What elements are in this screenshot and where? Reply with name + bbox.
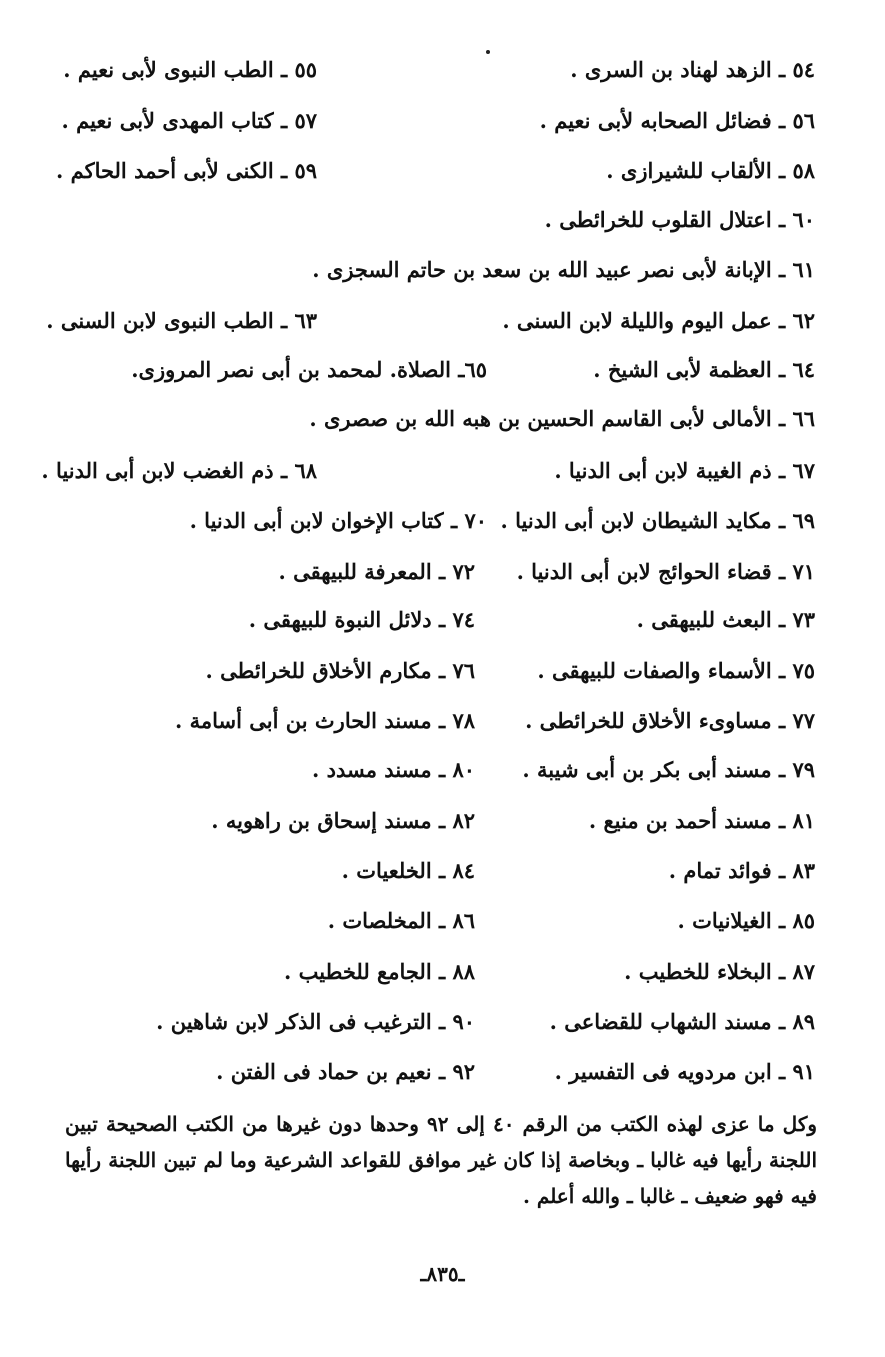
- entry-74: ٧٤ ـ دلائل النبوة للبيهقى .: [248, 607, 475, 632]
- entry-71: ٧١ ـ قضاء الحوائج لابن أبى الدنيا .: [516, 559, 815, 584]
- entry-86: ٨٦ ـ المخلصات .: [327, 908, 475, 933]
- entry-66: ٦٦ ـ الأمالى لأبى القاسم الحسين بن هبه الله بن صصرى .: [309, 406, 815, 431]
- entry-60: ٦٠ ـ اعتلال القلوب للخرائطى .: [544, 207, 815, 232]
- entry-63: ٦٣ ـ الطب النبوى لابن السنى .: [46, 308, 317, 333]
- entry-55: ٥٥ ـ الطب النبوى لأبى نعيم .: [63, 57, 317, 82]
- entry-57: ٥٧ ـ كتاب المهدى لأبى نعيم .: [61, 108, 317, 133]
- entry-58: ٥٨ ـ الألقاب للشيرازى .: [606, 158, 815, 183]
- entry-56: ٥٦ ـ فضائل الصحابه لأبى نعيم .: [539, 108, 815, 133]
- entry-54: ٥٤ ـ الزهد لهناد بن السرى .: [570, 57, 815, 82]
- entry-67: ٦٧ ـ ذم الغيبة لابن أبى الدنيا .: [554, 458, 815, 483]
- entry-70: ٧٠ ـ كتاب الإخوان لابن أبى الدنيا .: [189, 508, 487, 533]
- page-number: ـ٨٣٥ـ: [420, 1262, 465, 1286]
- entry-69: ٦٩ ـ مكايد الشيطان لابن أبى الدنيا .: [500, 508, 815, 533]
- entry-90: ٩٠ ـ الترغيب فى الذكر لابن شاهين .: [156, 1009, 475, 1034]
- entry-62: ٦٢ ـ عمل اليوم والليلة لابن السنى .: [502, 308, 815, 333]
- speck-mark: [486, 50, 490, 54]
- entry-83: ٨٣ ـ فوائد تمام .: [668, 858, 815, 883]
- entry-78: ٧٨ ـ مسند الحارث بن أبى أسامة .: [175, 708, 475, 733]
- entry-80: ٨٠ ـ مسند مسدد .: [312, 757, 475, 782]
- entry-92: ٩٢ ـ نعيم بن حماد فى الفتن .: [216, 1059, 475, 1084]
- entry-61: ٦١ ـ الإبانة لأبى نصر عبيد الله بن سعد بن حاتم السجزى .: [312, 257, 815, 282]
- entry-84: ٨٤ ـ الخلعيات .: [341, 858, 475, 883]
- entry-76: ٧٦ ـ مكارم الأخلاق للخرائطى .: [205, 658, 475, 683]
- entry-72: ٧٢ ـ المعرفة للبيهقى .: [278, 559, 475, 584]
- entry-64: ٦٤ ـ العظمة لأبى الشيخ .: [593, 357, 815, 382]
- entry-82: ٨٢ ـ مسند إسحاق بن راهويه .: [211, 808, 475, 833]
- entry-79: ٧٩ ـ مسند أبى بكر بن أبى شيبة .: [522, 757, 815, 782]
- entry-91: ٩١ ـ ابن مردويه فى التفسير .: [554, 1059, 815, 1084]
- entry-85: ٨٥ ـ الغيلانيات .: [677, 908, 815, 933]
- entry-73: ٧٣ ـ البعث للبيهقى .: [636, 607, 815, 632]
- entry-68: ٦٨ ـ ذم الغضب لابن أبى الدنيا .: [41, 458, 317, 483]
- entry-87: ٨٧ ـ البخلاء للخطيب .: [624, 959, 815, 984]
- entry-89: ٨٩ ـ مسند الشهاب للقضاعى .: [549, 1009, 815, 1034]
- entry-75: ٧٥ ـ الأسماء والصفات للبيهقى .: [537, 658, 815, 683]
- entry-88: ٨٨ ـ الجامع للخطيب .: [284, 959, 475, 984]
- entry-59: ٥٩ ـ الكنى لأبى أحمد الحاكم .: [55, 158, 317, 183]
- entry-77: ٧٧ ـ مساوىء الأخلاق للخرائطى .: [525, 708, 815, 733]
- entry-81: ٨١ ـ مسند أحمد بن منيع .: [588, 808, 815, 833]
- closing-paragraph: وكل ما عزى لهذه الكتب من الرقم ٤٠ إلى ٩٢ وحدها دون غيرها من الكتب الصحيحة تبين اللجنة رأيها فيه غالبا ـ وبخاصة إذا كان غير موافق للقواعد الشرعية وما لم تبين اللجنة رأيها فيه فهو ضعيف ـ غالبا ـ والله أعلم .: [65, 1112, 818, 1208]
- entry-65: ٦٥ـ الصلاة. لمحمد بن أبى نصر المروزى.: [131, 357, 487, 382]
